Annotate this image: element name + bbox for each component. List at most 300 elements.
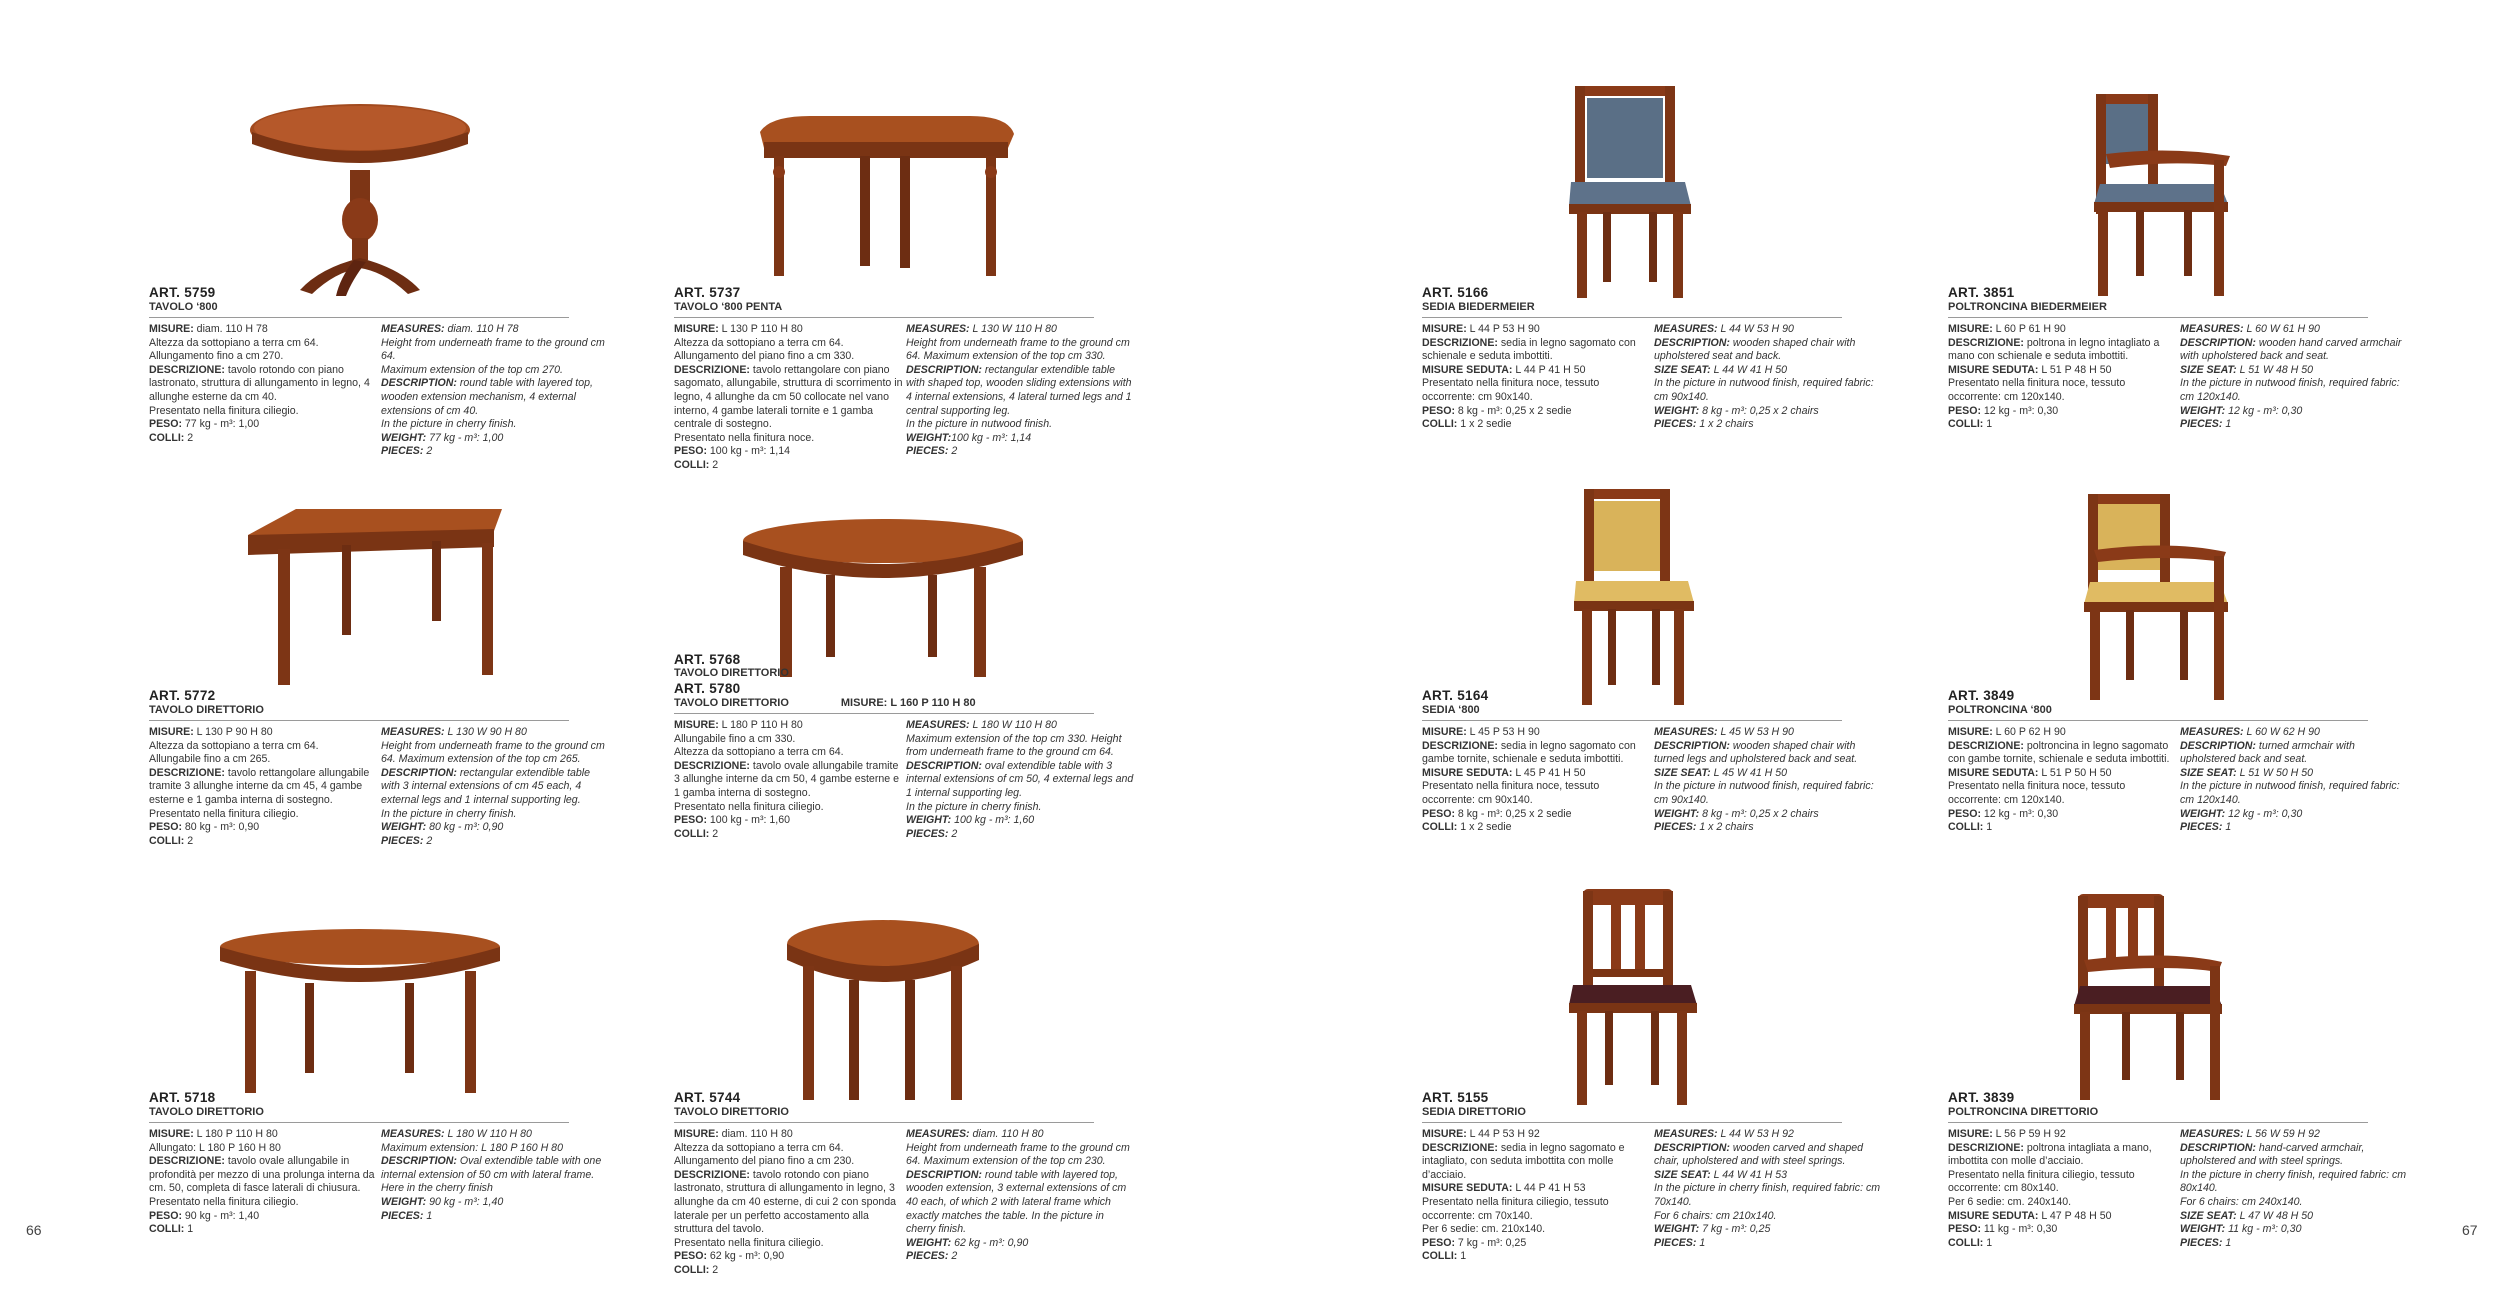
spec-key: WEIGHT: [906,431,952,444]
product-card [1422,285,1882,432]
spec-line [674,350,906,364]
spec-key: COLLI: [1948,1236,1984,1249]
spec-value: poltrona in legno intagliato a mano con schienale e seduta imbottiti. [1948,336,2160,363]
spec-line [2180,1210,2408,1224]
article-number: ART. 3839 [1948,1090,2015,1105]
article-number: ART. 3851 [1948,285,2015,300]
spec-key: MISURE: [674,719,719,731]
spec-value: 12 kg - m³: 0,30 [2225,404,2303,417]
spec-value: In the picture in cherry finish. [381,807,517,820]
spec-key: PIECES: [906,445,949,458]
biedermeier-armchair-blue-image [2090,90,2240,300]
spec-value: 12 kg - m³: 0,30 [1980,404,2059,417]
spec-line [149,835,381,849]
spec-value: 7 kg - m³: 0,25 [1699,1223,1771,1236]
spec-line [674,337,906,351]
spec-line [149,808,381,822]
spec-value: L 44 W 41 H 53 [1710,1168,1788,1181]
spec-value: In the picture in nutwood finish. [906,418,1053,431]
spec-key: WEIGHT: [2180,1223,2226,1236]
english-description [906,323,1134,473]
spec-line [149,1210,381,1224]
article-number: ART. 5718 [149,1090,216,1105]
spec-key: MISURE: [1422,323,1467,335]
italian-description [149,726,381,848]
english-description [381,1128,609,1237]
spec-key: SIZE SEAT: [2180,766,2237,779]
spec-value: 1 x 2 chairs [1696,418,1754,431]
english-description [381,323,609,459]
article-number: ART. 3849 [1948,688,2015,703]
spec-value: L 51 P 48 H 50 [2038,363,2112,376]
spec-line [1422,767,1654,781]
spec-value: 7 kg - m³: 0,25 [1454,1236,1527,1249]
spec-line [381,337,609,364]
spec-key: DESCRIPTION: [381,766,457,779]
product-card [674,285,1134,473]
spec-line [2180,377,2408,404]
page-number-left: 66 [26,1222,42,1238]
spec-line [674,445,906,459]
spec-line [1654,364,1882,378]
spec-key: DESCRIPTION: [906,363,982,376]
spec-key: MEASURES: [1654,726,1718,738]
model-name-above: TAVOLO DIRETTORIO [674,667,789,679]
spec-line [1422,337,1654,364]
spec-value: 1 [1983,821,1993,834]
spec-value: L 60 W 61 H 90 [2243,323,2320,335]
spec-line [2180,1169,2408,1196]
spec-line [149,726,381,740]
spec-line [674,364,906,432]
spec-value: For 6 chairs: cm 240x140. [2180,1195,2303,1208]
spec-value: L 56 P 59 H 92 [1992,1128,2066,1140]
spec-line [381,1210,609,1224]
spec-key: PIECES: [2180,1236,2223,1249]
spec-key: MISURE: [149,1128,194,1140]
spec-value: 1 x 2 chairs [1696,821,1754,834]
spec-line [381,726,609,740]
spec-line [674,801,906,815]
spec-line [1422,1250,1654,1264]
rectangular-directory-table-image [232,505,512,690]
italian-description [674,323,906,473]
spec-value: hand-carved armchair, upholstered and with steel springs. [2180,1141,2365,1168]
spec-line [2180,808,2408,822]
spec-line [1422,1142,1654,1183]
spec-key: MEASURES: [381,323,445,335]
spec-line [674,1128,906,1142]
spec-line [1654,740,1882,767]
spec-line [1948,323,2180,337]
product-card [149,285,609,459]
article-number: ART. 5744 [674,1090,741,1105]
product-card [149,1090,609,1237]
spec-key: PIECES: [1654,1236,1697,1249]
spec-key: WEIGHT: [1654,404,1700,417]
spec-value: L 44 W 41 H 50 [1710,363,1788,376]
spec-value: poltroncina in legno sagomato con gambe tornite, schienale e seduta imbottiti. [1948,739,2170,766]
spec-value: L 60 W 62 H 90 [2243,726,2320,738]
spec-line [1422,808,1654,822]
spec-value: L 180 W 110 H 80 [969,719,1057,731]
spec-line [1654,780,1882,807]
spec-value: L 130 P 90 H 80 [193,726,273,738]
spec-value: Altezza da sottopiano a terra cm 64. [674,746,844,759]
model-name: TAVOLO DIRETTORIO [674,1106,1094,1123]
italian-description [1948,323,2180,432]
spec-key: MISURE: [149,726,194,738]
spec-value: 2 [184,834,194,847]
article-number: ART. 5772 [149,688,216,703]
spec-line [381,445,609,459]
spec-line [381,323,609,337]
spec-key: MISURE: [1948,726,1993,738]
spec-value: tavolo rotondo con piano lastronato, struttura di allungamento in legno, 4 allunghe esterne da cm 40. [149,363,370,403]
spec-value: rectangular extendible table with shaped top, wooden sliding extensions with 4 internal extensions, 4 lateral turned legs and 1 central supporting leg. [906,363,1132,417]
spec-value: 11 kg - m³: 0,30 [1980,1223,2058,1236]
spec-line [2180,780,2408,807]
spec-value: 2 [709,1263,719,1276]
model-name: TAVOLO DIRETTORIO [149,1106,569,1123]
italian-description [1422,726,1654,835]
spec-value: oval extendible table with 3 internal extensions of cm 50, 4 external legs and 1 internal supporting leg. [906,759,1134,799]
spec-line [1948,1223,2180,1237]
english-description [906,719,1134,841]
spec-line [1422,377,1654,404]
spec-value: 8 kg - m³: 0,25 x 2 chairs [1699,807,1819,820]
spec-line [149,1142,381,1156]
article-number: ART. 5759 [149,285,216,300]
spec-value: wooden shaped chair with upholstered seat and back. [1654,336,1856,363]
chair-800-gold-image [1570,485,1700,710]
spec-line [2180,726,2408,740]
spec-line [381,767,609,808]
spec-line [149,418,381,432]
spec-line [1422,364,1654,378]
spec-key: DESCRIPTION: [2180,336,2256,349]
spec-line [1948,1128,2180,1142]
spec-value: diam. 110 H 78 [444,323,519,335]
spec-value: Presentato nella finitura ciliegio. [149,807,299,820]
spec-value: 1 [2222,821,2232,834]
spec-line [1948,377,2180,404]
spec-key: MEASURES: [906,1128,970,1140]
spec-line [906,801,1134,815]
spec-line [906,1169,1134,1237]
spec-line [1948,364,2180,378]
spec-value: Presentato nella finitura ciliegio, tessuto occorrente: cm 80x140. [1948,1168,2135,1195]
spec-line [1654,1237,1882,1251]
spec-key: MEASURES: [2180,1128,2244,1140]
spec-key: MISURE SEDUTA: [1422,1182,1513,1195]
product-card [149,688,609,848]
spec-line [906,1250,1134,1264]
english-description [2180,1128,2408,1250]
spec-key: PESO: [1422,404,1455,417]
spec-line [1948,821,2180,835]
spec-value: 2 [948,445,958,458]
spec-value: L 44 W 53 H 92 [1717,1128,1794,1140]
spec-line [674,814,906,828]
italian-description [1948,726,2180,835]
spec-line [1948,1196,2180,1210]
spec-value: 1 x 2 sedie [1457,821,1512,834]
spec-line [674,1237,906,1251]
italian-description [1422,323,1654,432]
spec-value: Maximum extension of the top cm 330. Height from underneath frame to the ground cm 64. [906,732,1122,759]
spec-value: Per 6 sedie: cm. 210x140. [1422,1223,1546,1236]
spec-line [674,1264,906,1278]
spec-value: L 44 P 41 H 50 [1512,363,1586,376]
spec-value: 62 kg - m³: 0,90 [951,1236,1029,1249]
spec-key: PIECES: [2180,821,2223,834]
spec-value: 8 kg - m³: 0,25 x 2 sedie [1454,404,1572,417]
spec-line [906,733,1134,760]
italian-description [1948,1128,2180,1250]
product-card [1422,1090,1882,1264]
spec-value: Presentato nella finitura noce, tessuto occorrente: cm 90x140. [1422,377,1600,403]
spec-value: Altezza da sottopiano a terra cm 64. [674,1141,844,1154]
round-pedestal-table-image [240,100,480,300]
spec-line [674,1250,906,1264]
spec-value: 1 [184,1223,194,1236]
spec-line [149,323,381,337]
spec-value: 80 kg - m³: 0,90 [426,821,504,834]
spec-key: MEASURES: [906,323,970,335]
spec-key: MISURE SEDUTA: [1422,363,1513,376]
spec-key: PESO: [149,821,182,834]
spec-line [1654,1182,1882,1209]
biedermeier-chair-blue-image [1565,82,1695,302]
spec-line [674,1142,906,1156]
spec-line [1654,418,1882,432]
spec-line [1948,1237,2180,1251]
spec-key: DESCRIPTION: [381,1155,457,1168]
spec-line [1422,1182,1654,1196]
spec-key: MISURE SEDUTA: [1948,1209,2039,1222]
spec-line [1948,767,2180,781]
model-name-text: TAVOLO DIRETTORIO [674,697,789,709]
spec-key: PESO: [674,814,707,827]
english-description [906,1128,1134,1278]
spec-key: PESO: [149,1209,182,1222]
spec-key: MISURE: [149,323,194,335]
model-name: TAVOLO ‘800 [149,301,569,318]
spec-key: DESCRIPTION: [906,1168,982,1181]
spec-value: sedia in legno sagomato con gambe tornite, schienale e seduta imbottiti. [1422,739,1636,766]
spec-key: COLLI: [674,458,710,471]
spec-key: DESCRIZIONE: [1948,739,2024,752]
spec-value: L 47 W 48 H 50 [2236,1209,2314,1222]
spec-value: turned armchair with upholstered back and seat. [2180,739,2355,766]
spec-line [149,767,381,808]
round-directory-table-image [783,918,983,1108]
spec-key: WEIGHT: [1654,807,1700,820]
spec-line [674,432,906,446]
spec-value: L 180 P 110 H 80 [193,1128,278,1140]
spec-line [1948,1210,2180,1224]
spec-line [149,432,381,446]
spec-line [381,821,609,835]
spec-value: 1 [1983,418,1993,431]
spec-key: PIECES: [906,827,949,840]
spec-key: COLLI: [1948,418,1984,431]
spec-line [1654,323,1882,337]
spec-value: Height from underneath frame to the ground cm 64. Maximum extension of the top cm 230. [906,1141,1130,1168]
spec-value: L 45 P 41 H 50 [1512,766,1586,779]
spec-key: MEASURES: [2180,323,2244,335]
spec-line [1654,726,1882,740]
spec-key: MISURE SEDUTA: [1948,363,2039,376]
spec-value: Allungamento fino a cm 270. [149,350,284,363]
spec-key: SIZE SEAT: [2180,363,2237,376]
spec-value: 2 [948,827,958,840]
english-description [1654,323,1882,432]
spec-key: PIECES: [1654,821,1697,834]
spec-line [1654,808,1882,822]
spec-line [1422,821,1654,835]
spec-line [906,760,1134,801]
spec-value: Altezza da sottopiano a terra cm 64. [149,739,319,752]
spec-value: Presentato nella finitura noce, tessuto occorrente: cm 90x140. [1422,780,1600,806]
spec-value: L 130 P 110 H 80 [718,323,803,335]
spec-value: Allungabile fino a cm 265. [149,753,271,766]
spec-value: 12 kg - m³: 0,30 [1980,807,2059,820]
spec-key: SIZE SEAT: [1654,363,1711,376]
product-card [1948,688,2408,835]
spec-value: 2 [184,431,194,444]
spec-key: PESO: [674,445,707,458]
spec-line [1654,1169,1882,1183]
product-card [674,652,1134,841]
spec-value: 2 [948,1250,958,1263]
spec-value: Maximum extension of the top cm 270. [381,363,563,376]
spec-key: WEIGHT: [381,1195,427,1208]
spec-key: WEIGHT: [1654,1223,1700,1236]
spec-key: PESO: [1948,1223,1981,1236]
spec-key: MEASURES: [906,719,970,731]
spec-key: MISURE: [1422,1128,1467,1140]
spec-value: tavolo ovale allungabile in profondità per mezzo di una prolunga interna da cm. 50, completa di fasce laterali di chiusura. Presentato nella finitura ciliegio. [149,1155,375,1208]
spec-line [149,1155,381,1209]
spec-value: 8 kg - m³: 0,25 x 2 chairs [1699,404,1819,417]
spec-value: Presentato nella finitura ciliegio. [674,800,824,813]
spec-value: 77 kg - m³: 1,00 [181,418,260,431]
model-name: POLTRONCINA BIEDERMEIER [1948,301,2368,318]
spec-line [906,432,1134,446]
spec-key: SIZE SEAT: [2180,1209,2237,1222]
spec-value: In the picture in nutwood finish, required fabric: cm 90x140. [1654,780,1874,806]
spec-line [1654,405,1882,419]
italian-description [1422,1128,1654,1264]
spec-value: Altezza da sottopiano a terra cm 64. [149,336,319,349]
product-card [1948,285,2408,432]
spec-line [1654,1128,1882,1142]
article-number: ART. 5155 [1422,1090,1489,1105]
spec-key: DESCRIZIONE: [1948,336,2024,349]
spec-line [1422,1237,1654,1251]
spec-value: Presentato nella finitura ciliegio. [674,1236,824,1249]
spec-line [1948,418,2180,432]
spec-key: MISURE SEDUTA: [1422,766,1513,779]
spec-value: L 180 W 110 H 80 [444,1128,532,1140]
spec-key: SIZE SEAT: [1654,766,1711,779]
spec-line [2180,323,2408,337]
spec-line [906,445,1134,459]
spec-value: 1 [2222,418,2232,431]
spec-value: sedia in legno sagomato con schienale e seduta imbottiti. [1422,336,1636,363]
spec-line [381,377,609,418]
italian-description [149,1128,381,1237]
spec-value: For 6 chairs: cm 210x140. [1654,1209,1777,1222]
spec-line [149,821,381,835]
article-number: ART. 5780 [674,681,741,696]
english-description [1654,726,1882,835]
spec-key: WEIGHT: [381,431,427,444]
spec-key: PESO: [1422,1236,1455,1249]
model-name: SEDIA BIEDERMEIER [1422,301,1842,318]
spec-value: diam. 110 H 78 [193,323,268,335]
italian-description [149,323,381,459]
spec-value: 1 [2222,1236,2232,1249]
spec-value: L 45 W 41 H 50 [1710,766,1788,779]
spec-value: Presentato nella finitura noce, tessuto occorrente: cm 120x140. [1948,780,2126,806]
spec-line [1422,740,1654,767]
italian-description [674,1128,906,1278]
spec-line [674,733,906,747]
spec-value: L 44 W 53 H 90 [1717,323,1794,335]
spec-key: COLLI: [149,431,185,444]
spec-value: diam. 110 H 80 [969,1128,1044,1140]
spec-value: L 180 P 110 H 80 [718,719,803,731]
model-name [674,697,1094,714]
spec-key: PIECES: [381,445,424,458]
spec-value: wooden carved and shaped chair, upholstered and with steel springs. [1654,1141,1864,1168]
spec-line [906,418,1134,432]
product-card [674,1090,1134,1278]
spec-value: 100 kg - m³: 1,60 [951,814,1035,827]
spec-key: DESCRIZIONE: [1422,739,1498,752]
spec-line [2180,405,2408,419]
spec-line [1654,377,1882,404]
spec-line [2180,1223,2408,1237]
spec-value: In the picture in cherry finish. [381,418,517,431]
spec-line [381,364,609,378]
spec-line [906,364,1134,418]
spec-key: COLLI: [149,1223,185,1236]
spec-line [1654,1142,1882,1169]
spec-key: DESCRIZIONE: [149,363,225,376]
spec-line [149,364,381,405]
spec-line [906,323,1134,337]
spec-value: In the picture in nutwood finish, required fabric: cm 120x140. [2180,377,2400,403]
spec-value: In the picture in nutwood finish, required fabric: cm 90x140. [1654,377,1874,403]
spec-line [1422,1223,1654,1237]
spec-value: 62 kg - m³: 0,90 [706,1250,785,1263]
spec-key: PESO: [674,1250,707,1263]
spec-key: WEIGHT: [2180,404,2226,417]
spec-value: 1 [1457,1250,1467,1263]
model-name: SEDIA DIRETTORIO [1422,1106,1842,1123]
spec-line [149,1223,381,1237]
article-number: ART. 5737 [674,285,741,300]
spec-line [674,746,906,760]
spec-value: sedia in legno sagomato e intagliato, con seduta imbottita con molle d’acciaio. [1422,1141,1625,1181]
spec-line [149,405,381,419]
spec-line [149,350,381,364]
spec-value: 77 kg - m³: 1,00 [426,431,504,444]
